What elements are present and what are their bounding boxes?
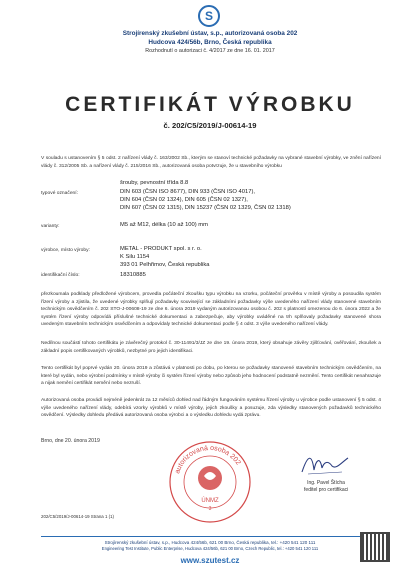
date-place: Brno, dne 20. února 2019	[41, 438, 100, 444]
intro-paragraph: V souladu s ustanovením § 5 odst. 2 nařízení vlády č. 163/2002 Sb., kterým se stanoví technické požadavky na vybrané stavební výrobky, ve znění nařízení vlády č. 312/2005 Sb. a nařízení vlády č. 215/2016 Sb., autorizovaná osoba potvrzuje, že u stavebního výrobku	[41, 156, 381, 169]
header-authorization: Rozhodnutí o autorizaci č. 4/2017 ze dne 16. 01. 2017	[145, 48, 275, 54]
header-address: Hudcova 424/56b, Brno, Česká republika	[148, 39, 272, 46]
variants-value: M5 až M12, délka (10 až 100) mm	[120, 222, 208, 228]
stamp-number: 3	[208, 506, 212, 512]
document-reference: 202/C5/2019/J-00614-19 Strana 1 (1)	[41, 514, 114, 519]
stamp-ring-text: autorizovaná osoba 202	[174, 444, 242, 475]
signature-icon	[298, 452, 350, 478]
qr-code-icon	[360, 532, 390, 562]
type-label: typové označení:	[41, 191, 78, 196]
paragraph-protocol: Nedílnou součástí tohoto certifikátu je závěrečný protokol č. 30-11491/3/JZ ze dne 19. února 2019, který obsahuje závěry zjišťování, ověřování, zkoušek a základní popis certifikovaných výrobků, nezbytné pro jejich identifikaci.	[41, 341, 381, 354]
stamp-center-text: ÚNMZ	[201, 498, 219, 504]
type-line-3: DIN 607 (ČSN 02 1315), DIN 15237 (ČSN 02 1329, ČSN 02 1318)	[120, 205, 291, 211]
manufacturer-line-3: 393 01 Pelhřimov, Česká republika	[120, 262, 210, 268]
footer-line-en: Engineering Test Institute, Public Enterprise, Hudcova 424/56b, 621 00 Brno, Czech Republic, tel.: +420 541 120 111	[101, 546, 319, 551]
footer-website-link[interactable]: www.szutest.cz	[180, 556, 240, 565]
manufacturer-line-1: METAL - PRODUKT spol. s r. o.	[120, 246, 202, 252]
signer-block	[286, 480, 366, 493]
certificate-number: č. 202/C5/2019/J-00614-19	[163, 121, 257, 130]
paragraph-validity: Tento certifikát byl poprvé vydán 20. února 2019 a zůstává v platnosti po dobu, po kterou se požadavky stanovené stavebním technickým osvědčením, na které byl vydán, nebo výrobní podmínky v místě výroby či systém řízení výroby nebo způsob jeho hodnocení podstatně nezmění. Tento certifikát nenahrazuje a nijak nemění certifikát nemění nebo nezruší.	[41, 366, 381, 387]
certificate-title: CERTIFIKÁT VÝROBKU	[65, 93, 355, 116]
variants-label: varianty:	[41, 224, 60, 229]
paragraph-supervision: Autorizovaná osoba provádí nejméně jedenkrát za 12 měsíců dohled nad řádným fungováním systému řízení výroby u výrobce podle ustanovení § 5 odst. 4 výše uvedeného nařízení vlády, odebírá vzorky výrobků v místě výroby, jejich zkoušky a posuzuje, zda výsledky stanovených požadavků technického osvědčení. Výsledky dohledu předává autorizovaná osoba výrobci a o výsledku dohledu vydá zprávu.	[41, 398, 381, 419]
signer-name: Ing. Pavel Štícha	[307, 480, 345, 486]
paragraph-assessment: přezkoumala podklady předložené výrobcem, provedla počáteční zkoušku typu výrobku na vzorku, počáteční prověrku v místě výroby a posoudila systém řízení výroby a zjistila, že uvedené výrobky splňují požadavky související se základními požadavky výše uvedeného nařízení vlády stanovené stavebním technickým osvědčením č. 202 STO-J-00608-19 ze dne 6. února 2019 vydaným autorizovanou osobou č. 202 s platností omezenou do 6. února 2022 a že systém řízení výroby odpovídá příslušné technické dokumentaci a zabezpečuje, aby výrobky uváděné na trh splňovaly požadavky stanovené shora uvedeným stavebním technickým osvědčením a odpovídaly technické dokumentaci podle § 4 odst. 3 výše uvedeného nařízení vlády.	[41, 292, 381, 328]
szu-logo-icon: S	[198, 5, 220, 27]
id-value: 18310885	[120, 272, 146, 278]
header-org-name: Strojírenský zkušební ústav, s.p., autorizovaná osoba 202	[122, 30, 298, 37]
manufacturer-line-2: K Silu 1154	[120, 254, 150, 260]
signer-role: ředitel pro certifikaci	[303, 486, 349, 493]
type-line-2: DIN 604 (ČSN 02 1324), DIN 605 (ČSN 02 1327),	[120, 197, 248, 203]
footer-divider	[41, 536, 379, 537]
manufacturer-label: výrobce, místo výroby:	[41, 248, 90, 253]
type-line-1: DIN 603 (ČSN ISO 8677), DIN 933 (ČSN ISO 4017),	[120, 189, 255, 195]
product-name: šrouby, pevnostní třída 8.8	[120, 180, 189, 186]
authorized-body-stamp	[168, 440, 252, 524]
id-label: identifikační číslo:	[41, 273, 80, 278]
footer-line-cz: Strojírenský zkušební ústav, s.p., Hudcova 424/56b, 621 00 Brno, Česká republika, tel.: +420 541 120 111	[104, 540, 316, 545]
